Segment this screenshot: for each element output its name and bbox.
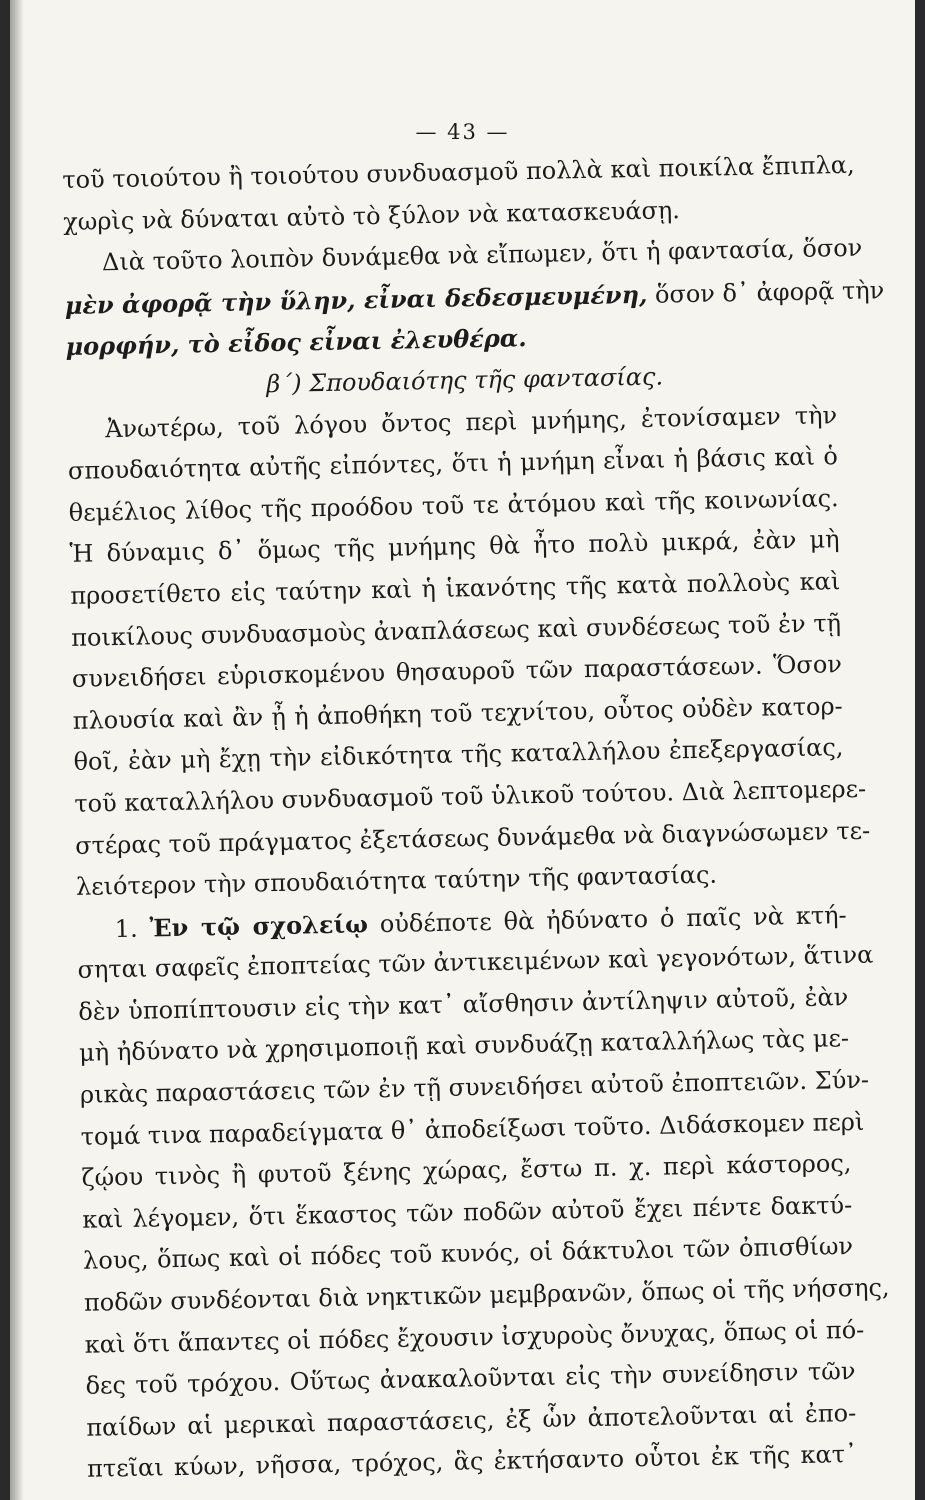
spine-shadow <box>10 0 24 1500</box>
text-line: θεμέλιος λίθος τῆς προόδου τοῦ τε ἀτόμου καὶ τῆς κοινωνίας. <box>68 483 839 527</box>
emphasis-text: μορφήν, τὸ εἶδος εἶναι ἐλευθέρα. <box>65 323 527 362</box>
text-line: λειότερον τὴν σπουδαιότητα ταύτην τῆς φαντασίας. <box>75 860 718 901</box>
page-number: — 43 — <box>415 120 510 144</box>
text-line: ποδῶν συνδέονται διὰ νηκτικῶν μεμβρανῶν, ὅπως οἱ τῆς νήσσης, <box>83 1273 890 1317</box>
text-line: καὶ ὅτι ἅπαντες οἱ πόδες ἔχουσιν ἰσχυροὺς ὄνυχας, ὅπως οἱ πό- <box>84 1315 865 1359</box>
emphasis-text: μὲν ἀφορᾷ τὴν ὕλην, εἶναι δεδεσμευμένη, <box>64 279 648 320</box>
text-line: θοῖ, ἐὰν μὴ ἔχῃ τὴν εἰδικότητα τῆς καταλλήλου ἐπεξεργασίας, <box>73 733 844 777</box>
text-line: τοῦ καταλλήλου συνδυασμοῦ τοῦ ὑλικοῦ τούτου. Διὰ λεπτομερε- <box>74 774 867 818</box>
text-span: οὐδέποτε θὰ ἠδύνατο ὁ παῖς νὰ κτή- <box>367 900 847 938</box>
book-page <box>10 0 915 1500</box>
list-number: 1. <box>114 914 150 943</box>
bold-heading-text: Ἐν τῷ σχολείῳ <box>149 908 369 943</box>
body-text <box>62 145 890 1491</box>
text-line: Ἀνωτέρω, τοῦ λόγου ὄντος περὶ μνήμης, ἐτονίσαμεν τὴν <box>104 400 838 443</box>
text-line: σπουδαιότητα αὐτῆς εἰπόντες, ὅτι ἡ μνήμη εἶναι ἡ βάσις καὶ ὁ <box>67 442 839 486</box>
text-line: μὴ ἠδύνατο νὰ χρησιμοποιῇ καὶ συνδυάζῃ καταλλήλως τὰς με- <box>78 1024 850 1068</box>
text-line: προσετίθετο εἰς ταύτην καὶ ἡ ἱκανότης τῆς κατὰ πολλοὺς καὶ <box>70 567 841 610</box>
text-line: καὶ λέγομεν, ὅτι ἕκαστος τῶν ποδῶν αὐτοῦ ἔχει πέντε δακτύ- <box>82 1190 853 1234</box>
text-line: παίδων αἱ μερικαὶ παραστάσεις, ἐξ ὧν ἀποτελοῦνται αἱ ἐπο- <box>86 1398 857 1442</box>
text-line: Ἡ δύναμις δ᾽ ὅμως τῆς μνήμης θὰ ἦτο πολὺ μικρά, ἐὰν μὴ <box>69 525 840 569</box>
section-heading: β΄) Σπουδαιότης τῆς φαντασίας. <box>266 362 664 399</box>
text-line: χωρὶς νὰ δύναται αὐτὸ τὸ ξύλον νὰ κατασκευάσῃ. <box>62 195 681 236</box>
text-line: ρικὰς παραστάσεις τῶν ἐν τῇ συνειδήσει αὐτοῦ ἐποπτειῶν. Σύν- <box>79 1065 870 1109</box>
text-line: ζῴου τινὸς ἢ φυτοῦ ξένης χώρας, ἔστω π. χ. περὶ κάστορος, <box>81 1149 852 1193</box>
text-line: πτεῖαι κύων, νῆσσα, τρόχος, ἃς ἐκτήσαντο οὗτοι ἐκ τῆς κατ᾽ <box>86 1440 858 1484</box>
text-line: πλουσία καὶ ἂν ᾖ ἡ ἀποθήκη τοῦ τεχνίτου, οὗτος οὐδὲν κατορ- <box>72 691 843 735</box>
text-line: δες τοῦ τρόχου. Οὕτως ἀνακαλοῦνται εἰς τὴν συνείδησιν τῶν <box>85 1357 856 1400</box>
text-line: τοῦ τοιούτου ἢ τοιούτου συνδυασμοῦ πολλὰ καὶ ποικίλα ἔπιπλα, <box>62 150 855 194</box>
text-line: τομά τινα παραδείγματα θ᾽ ἀποδείξωσι τοῦτο. Διδάσκομεν περὶ <box>80 1107 865 1151</box>
text-span: ὅσον δ᾽ ἀφορᾷ τὴν <box>647 276 885 309</box>
text-line: σηται σαφεῖς ἐποπτείας τῶν ἀντικειμένων καὶ γεγονότων, ἅτινα <box>77 940 874 985</box>
text-line: Διὰ τοῦτο λοιπὸν δυνάμεθα νὰ εἴπωμεν, ὅτι ἡ φαντασία, ὅσον <box>101 233 863 277</box>
text-line: λους, ὅπως καὶ οἱ πόδες τοῦ κυνός, οἱ δάκτυλοι τῶν ὀπισθίων <box>82 1232 854 1276</box>
text-line: συνειδήσει εὑρισκομένου θησαυροῦ τῶν παραστάσεων. Ὅσον <box>71 650 843 694</box>
text-line: δὲν ὑποπίπτουσιν εἰς τὴν κατ᾽ αἴσθησιν ἀντίληψιν αὐτοῦ, ἐὰν <box>78 982 849 1026</box>
text-line: ποικίλους συνδυασμοὺς ἀναπλάσεως καὶ συνδέσεως τοῦ ἐν τῇ <box>70 608 842 652</box>
text-line: στέρας τοῦ πράγματος ἐξετάσεως δυνάμεθα νὰ διαγνώσωμεν τε- <box>74 816 871 860</box>
